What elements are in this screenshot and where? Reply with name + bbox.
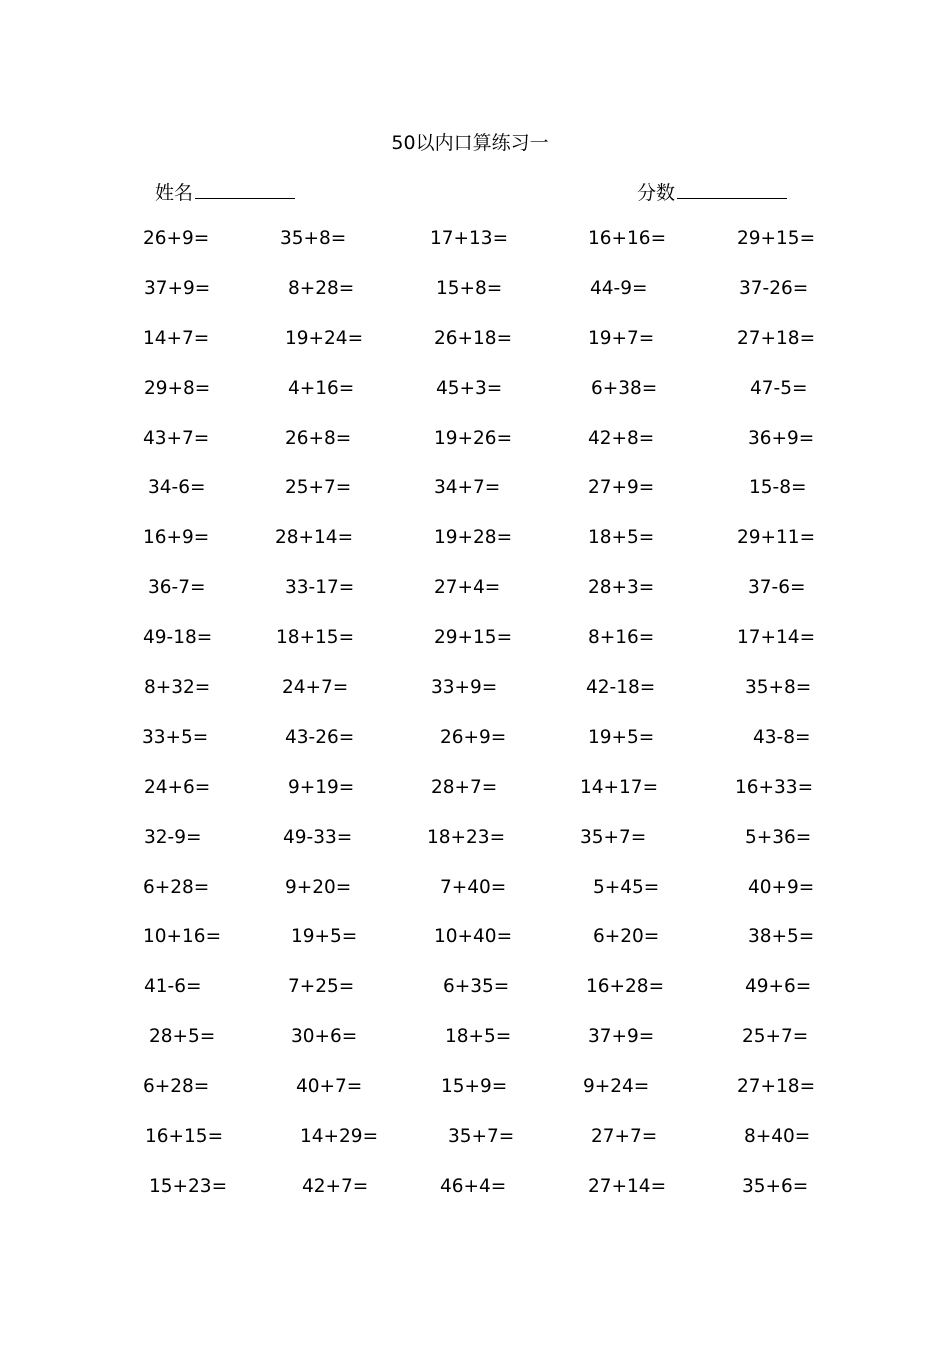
arithmetic-problem: 16+33= [735,776,814,798]
arithmetic-problem: 17+14= [737,627,816,649]
arithmetic-problem: 40+9= [748,876,815,898]
name-blank-line[interactable] [195,182,295,199]
arithmetic-problem: 34+7= [434,477,501,499]
arithmetic-problem: 14+7= [143,327,210,349]
arithmetic-problem: 5+45= [593,876,660,898]
problem-row [0,1076,950,1126]
problem-row [0,1176,950,1226]
arithmetic-problem: 37+9= [144,277,211,299]
arithmetic-problem: 44-9= [590,277,648,299]
arithmetic-problem: 40+7= [296,1076,363,1098]
arithmetic-problem: 35+7= [580,826,647,848]
arithmetic-problem: 5+36= [745,826,812,848]
arithmetic-problem: 43-26= [285,726,355,748]
problem-row [0,378,950,428]
arithmetic-problem: 28+5= [149,1026,216,1048]
arithmetic-problem: 35+7= [448,1126,515,1148]
worksheet-title: 50以内口算练习一 [391,132,549,154]
arithmetic-problem: 24+7= [282,677,349,699]
arithmetic-problem: 6+20= [593,926,660,948]
arithmetic-problem: 15+9= [441,1076,508,1098]
arithmetic-problem: 28+3= [588,577,655,599]
arithmetic-problem: 29+15= [737,228,816,249]
arithmetic-problem: 7+40= [440,876,507,898]
arithmetic-problem: 9+24= [583,1076,650,1098]
arithmetic-problem: 47-5= [750,377,808,399]
arithmetic-problem: 33+5= [142,726,209,748]
arithmetic-problem: 10+40= [434,926,513,948]
arithmetic-problem: 19+24= [285,327,364,349]
arithmetic-problem: 8+32= [144,677,211,699]
arithmetic-problem: 28+14= [275,527,354,549]
arithmetic-problem: 36-7= [148,577,206,599]
arithmetic-problem: 4+16= [288,377,355,399]
problem-row [0,877,950,927]
arithmetic-problem: 29+11= [737,527,816,549]
arithmetic-problem: 9+20= [285,876,352,898]
arithmetic-problem: 25+7= [742,1026,809,1048]
problem-row [0,328,950,378]
arithmetic-problem: 30+6= [291,1026,358,1048]
arithmetic-problem: 27+18= [737,1076,816,1098]
arithmetic-problem: 37-26= [739,277,809,299]
arithmetic-problem: 49-33= [283,826,353,848]
arithmetic-problem: 35+6= [742,1175,809,1197]
problem-grid [0,228,950,1226]
name-label: 姓名 [155,182,194,204]
arithmetic-problem: 46+4= [440,1175,507,1197]
problem-row [0,278,950,328]
arithmetic-problem: 15-8= [749,477,807,499]
arithmetic-problem: 6+35= [443,976,510,998]
arithmetic-problem: 42-18= [586,677,656,699]
arithmetic-problem: 29+15= [434,627,513,649]
arithmetic-problem: 19+26= [434,427,513,449]
arithmetic-problem: 18+5= [588,527,655,549]
arithmetic-problem: 29+8= [144,377,211,399]
arithmetic-problem: 18+23= [427,826,506,848]
arithmetic-problem: 38+5= [748,926,815,948]
problem-row [0,777,950,827]
problem-row [0,627,950,677]
arithmetic-problem: 27+9= [588,477,655,499]
arithmetic-problem: 36+9= [748,427,815,449]
arithmetic-problem: 16+15= [145,1126,224,1148]
arithmetic-problem: 27+14= [588,1175,667,1197]
name-field [155,178,295,205]
problem-row [0,527,950,577]
arithmetic-problem: 33-17= [285,577,355,599]
arithmetic-problem: 37-6= [748,577,806,599]
arithmetic-problem: 49-18= [143,627,213,649]
arithmetic-problem: 6+28= [143,1076,210,1098]
arithmetic-problem: 9+19= [288,776,355,798]
problem-row [0,1026,950,1076]
problem-row [0,428,950,478]
problem-row [0,677,950,727]
arithmetic-problem: 18+5= [445,1026,512,1048]
arithmetic-problem: 33+9= [431,677,498,699]
arithmetic-problem: 26+9= [440,726,507,748]
arithmetic-problem: 43-8= [753,726,811,748]
arithmetic-problem: 26+18= [434,327,513,349]
arithmetic-problem: 14+29= [300,1126,379,1148]
score-label: 分数 [637,182,676,204]
problem-row [0,926,950,976]
arithmetic-problem: 35+8= [745,677,812,699]
arithmetic-problem: 32-9= [144,826,202,848]
problem-row [0,1126,950,1176]
arithmetic-problem: 6+38= [591,377,658,399]
arithmetic-problem: 6+28= [143,876,210,898]
arithmetic-problem: 7+25= [288,976,355,998]
arithmetic-problem: 14+17= [580,776,659,798]
score-field [637,178,787,205]
arithmetic-problem: 37+9= [588,1026,655,1048]
arithmetic-problem: 19+7= [588,327,655,349]
arithmetic-problem: 35+8= [280,228,347,249]
arithmetic-problem: 16+9= [143,527,210,549]
arithmetic-problem: 43+7= [143,427,210,449]
arithmetic-problem: 17+13= [430,228,509,249]
arithmetic-problem: 25+7= [285,477,352,499]
arithmetic-problem: 8+28= [288,277,355,299]
problem-row [0,976,950,1026]
arithmetic-problem: 28+7= [431,776,498,798]
arithmetic-problem: 34-6= [148,477,206,499]
arithmetic-problem: 24+6= [144,776,211,798]
arithmetic-problem: 18+15= [276,627,355,649]
problem-row [0,827,950,877]
arithmetic-problem: 8+16= [588,627,655,649]
arithmetic-problem: 16+28= [586,976,665,998]
arithmetic-problem: 41-6= [144,976,202,998]
arithmetic-problem: 19+5= [291,926,358,948]
arithmetic-problem: 42+7= [302,1175,369,1197]
arithmetic-problem: 49+6= [745,976,812,998]
problem-row [0,477,950,527]
arithmetic-problem: 26+8= [285,427,352,449]
arithmetic-problem: 19+28= [434,527,513,549]
arithmetic-problem: 42+8= [588,427,655,449]
arithmetic-problem: 27+7= [591,1126,658,1148]
arithmetic-problem: 15+23= [149,1175,228,1197]
arithmetic-problem: 27+18= [737,327,816,349]
arithmetic-problem: 15+8= [436,277,503,299]
problem-row [0,577,950,627]
arithmetic-problem: 10+16= [143,926,222,948]
arithmetic-problem: 45+3= [436,377,503,399]
arithmetic-problem: 16+16= [588,228,667,249]
arithmetic-problem: 8+40= [744,1126,811,1148]
arithmetic-problem: 26+9= [143,228,210,249]
arithmetic-problem: 27+4= [434,577,501,599]
arithmetic-problem: 19+5= [588,726,655,748]
problem-row [0,228,950,278]
problem-row [0,727,950,777]
score-blank-line[interactable] [677,182,787,199]
